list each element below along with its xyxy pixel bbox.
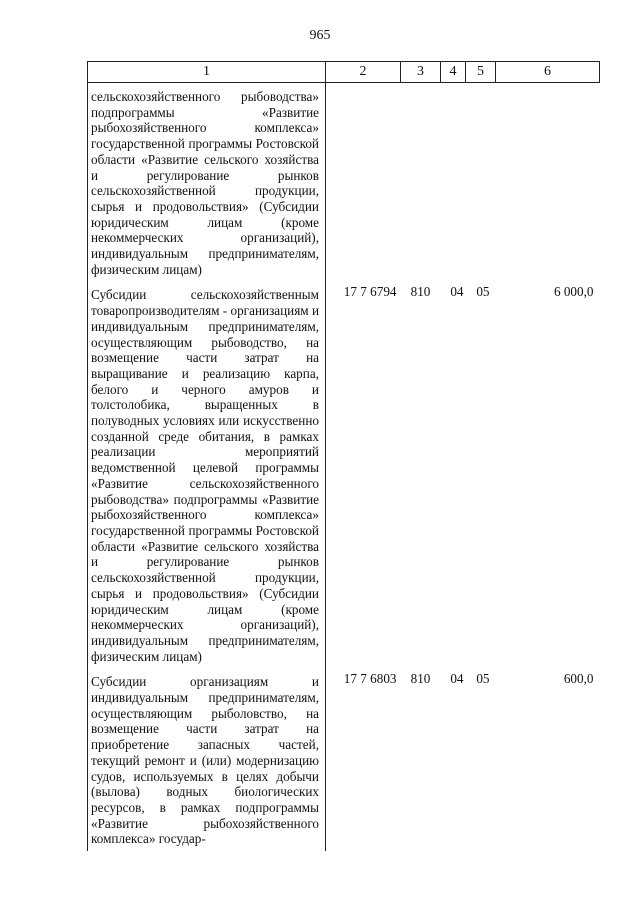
column-header: 3	[401, 62, 441, 83]
table-row	[88, 281, 600, 668]
row-section: 04	[450, 671, 464, 687]
table-row	[88, 83, 600, 282]
row-expense-type: 810	[410, 284, 431, 300]
table-row	[88, 668, 600, 851]
budget-table	[87, 61, 600, 851]
row-section: 04	[450, 284, 464, 300]
column-header: 6	[496, 62, 600, 83]
row-expense-type	[401, 83, 441, 282]
row-target-code: 17 7 6794	[343, 284, 397, 300]
row-expense-type: 810	[410, 671, 431, 687]
row-subsection	[466, 83, 496, 282]
row-amount: 600,0	[563, 671, 594, 687]
row-target-code	[326, 83, 401, 282]
row-description: Субсидии организациям и индивидуальным предпринимателям, осуществляющим рыболовство, на возмещение части затрат на приобретение запасных частей, текущий ремонт и (или) модернизацию судов, используемых в целях добычи (вылова) водных биологических ресурсов, в рамках подпрограммы «Развитие рыбохозяйственного комплекса» государ-	[88, 668, 326, 851]
column-header: 4	[441, 62, 466, 83]
row-section	[441, 83, 466, 282]
table-header-row	[88, 62, 600, 83]
row-subsection: 05	[476, 671, 490, 687]
row-amount: 6 000,0	[553, 284, 594, 300]
page-number: 965	[309, 28, 331, 43]
row-description: сельскохозяйственного рыбоводства» подпрограммы «Развитие рыбохозяйственного комплекса» государственной программы Ростовской области «Развитие сельского хозяйства и регулирование рынков сельскохозяйственной продукции, сырья и продовольствия» (Субсидии юридическим лицам (кроме некоммерческих организаций), индивидуальным предпринимателям, физическим лицам)	[88, 83, 326, 282]
column-header: 5	[466, 62, 496, 83]
column-header: 2	[326, 62, 401, 83]
row-subsection: 05	[476, 284, 490, 300]
row-amount	[496, 83, 600, 282]
column-header: 1	[88, 62, 326, 83]
row-description: Субсидии сельскохозяйственным товаропроизводителям - организациям и индивидуальным предпринимателям, осуществляющим рыбоводство, на возмещение части затрат на выращивание и реализацию карпа, белого и черного амуров и толстолобика, выращенных в полуводных условиях или искусственно созданной среде обитания, в рамках реализации мероприятий ведомственной целевой программы «Развитие сельскохозяйственного рыбоводства» подпрограммы «Развитие рыбохозяйственного комплекса» государственной программы Ростовской области «Развитие сельского хозяйства и регулирование рынков сельскохозяйственной продукции, сырья и продовольствия» (Субсидии юридическим лицам (кроме некоммерческих организаций), индивидуальным предпринимателям, физическим лицам)	[88, 281, 326, 668]
row-target-code: 17 7 6803	[343, 671, 397, 687]
